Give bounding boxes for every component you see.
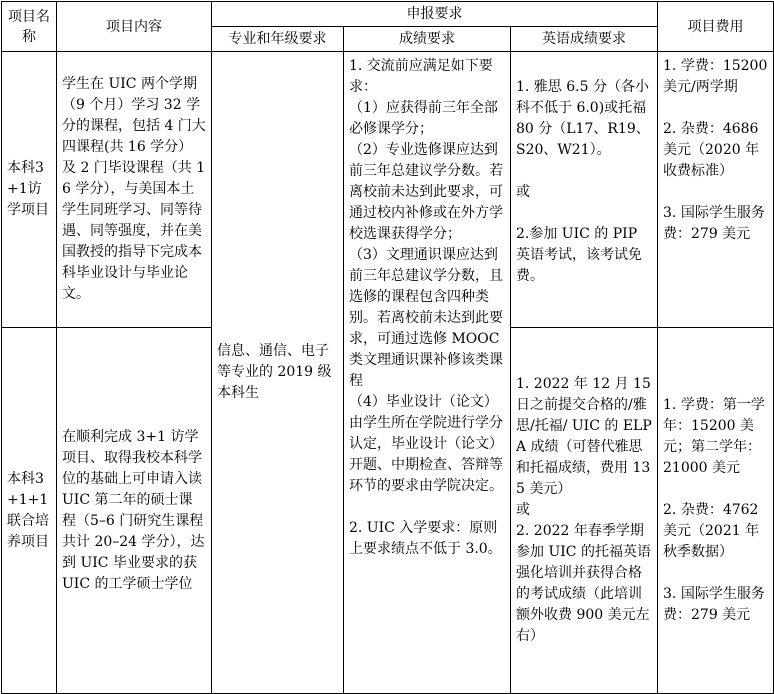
spacer xyxy=(663,182,768,203)
major-grade-requirement: 信息、通信、电子等专业的 2019 级本科生 xyxy=(212,52,344,694)
row2-english-option-2: 2. 2022 年春季学期参加 UIC 的托福英语强化培训并获得合格的考试成绩（此培训额外收费 900 美元左右） xyxy=(516,523,651,644)
grade-item-1: （1）应获得前三年全部必修课学分； xyxy=(349,100,498,137)
spacer xyxy=(516,161,652,182)
row1-english-or: 或 xyxy=(516,184,530,200)
row1-english-option-1: 1. 雅思 6.5 分（各小科不低于 6.0)或托福 80 分（L17、R19、S20、W21）。 xyxy=(516,79,650,158)
spacer xyxy=(663,563,768,584)
row2-fees xyxy=(658,328,774,694)
grade-intro: 1. 交流前应满足如下要求： xyxy=(349,58,493,95)
spacer xyxy=(516,203,652,224)
row1-project-name: 本科3+1访学项目 xyxy=(2,52,57,328)
row1-fee-tuition: 1. 学费：15200 美元/两学期 xyxy=(663,58,768,95)
header-requirements: 申报要求 xyxy=(212,2,658,27)
header-fees: 项目费用 xyxy=(658,2,774,52)
row1-english-option-2: 2.参加 UIC 的 PIP 英语考试，该考试免费。 xyxy=(516,226,642,284)
row2-fee-service: 3. 国际学生服务费：279 美元 xyxy=(663,586,765,623)
program-table xyxy=(1,1,774,694)
row1-project-content: 学生在 UIC 两个学期（9 个月）学习 32 学分的课程，包括 4 门大四课程(共 16 学分）及 2 门毕设课程（共 16 学分），与美国本土学生同班学习、同等待遇、同等强度，并在美国教授的指导下完成本科毕业设计与毕业论文。 xyxy=(57,52,212,328)
row2-english-option-1: 1. 2022 年 12 月 15 日之前提交合格的/雅思/托福/ UIC 的 ELPA 成绩（可替代雅思和托福成绩，费用 135 美元） xyxy=(516,376,652,497)
spacer xyxy=(349,497,505,518)
spacer xyxy=(516,56,652,77)
grade-requirements xyxy=(344,52,511,694)
header-project-content: 项目内容 xyxy=(57,2,212,52)
grade-item-4: （4）毕业设计（论文）由学生所在学院进行学分认定，毕业设计（论文）开题、中期检查、答辩等环节的要求由学院决定。 xyxy=(349,394,503,494)
row1-english-requirements xyxy=(511,52,658,328)
spacer xyxy=(663,479,768,500)
header-major-grade: 专业和年级要求 xyxy=(212,27,344,52)
grade-item-3: （3）文理通识课应达到前三年总建议学分数，且选修的课程包含四种类别。若离校前未达到此要求，可通过选修 MOOC 类文理通识课补修该类课程 xyxy=(349,247,503,389)
row2-project-name: 本科3+1+1联合培养项目 xyxy=(2,328,57,694)
row1-fee-service: 3. 国际学生服务费：279 美元 xyxy=(663,205,765,242)
grade-item-5: 2. UIC 入学要求：原则上要求绩点不低于 3.0。 xyxy=(349,520,502,557)
header-project-name: 项目名称 xyxy=(2,2,57,52)
header-english: 英语成绩要求 xyxy=(511,27,658,52)
row2-project-content: 在顺利完成 3+1 访学项目、取得我校本科学位的基础上可申请入读 UIC 第二年的硕士课程（5–6 门研究生课程共计 20–24 学分），达到 UIC 毕业要求的获 UIC 的工学硕士学位 xyxy=(57,328,212,694)
row2-english-or: 或 xyxy=(516,502,530,518)
header-grades: 成绩要求 xyxy=(344,27,511,52)
row1-fees xyxy=(658,52,774,328)
row2-fee-misc: 2. 杂费：4762 美元（2021 年秋季数据） xyxy=(663,502,760,560)
row2-fee-tuition: 1. 学费：第一学年：15200 美元；第二学年：21000 美元 xyxy=(663,397,765,476)
row2-english-requirements xyxy=(511,328,658,694)
grade-item-2: （2）专业选修课应达到前三年总建议学分数。若离校前未达到此要求，可通过校内补修或在外方学校选课获得学分； xyxy=(349,142,503,242)
spacer xyxy=(663,98,768,119)
row1-fee-misc: 2. 杂费：4686 美元（2020 年收费标准） xyxy=(663,121,760,179)
